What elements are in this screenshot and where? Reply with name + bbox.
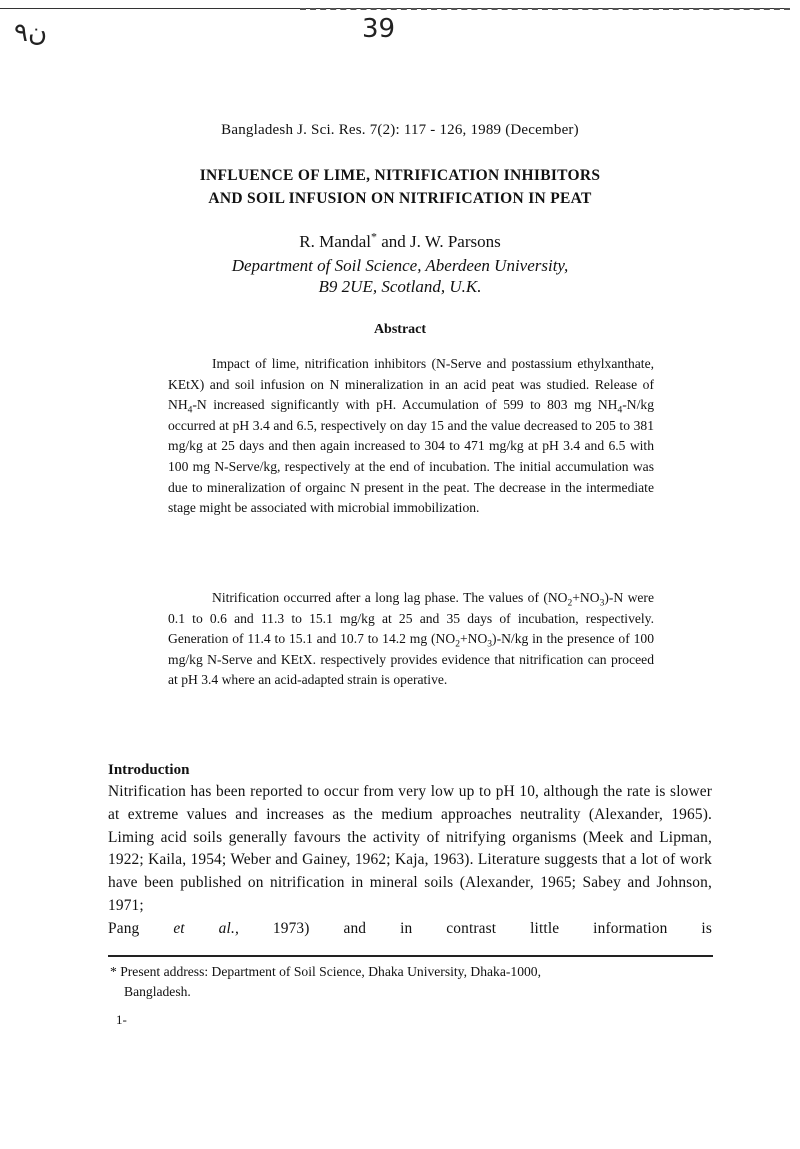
abstract-p2-sub-3: 2: [455, 639, 460, 650]
footnote-rule: [108, 955, 713, 957]
abstract-p2-sub-4: 3: [487, 639, 493, 650]
title-line-1: INFLUENCE OF LIME, NITRIFICATION INHIBITORS: [199, 167, 601, 184]
abstract-p2-sub-2: 3: [599, 598, 605, 609]
author-footnote-star: *: [371, 229, 377, 244]
abstract-p1-text-b: -N increased significantly with pH. Accumulation of 599 to 803 mg NH: [192, 397, 618, 413]
introduction-text: Nitrification has been reported to occur from very low up to pH 10, although the rate is slower at extreme values and increases as the medium approaches neutrality (Alexander, 1965). Liming acid soils generally favours the activity of nitrifying organisms (Meek and Lipman, 1922; Kaila, 1954; Weber and Gainey, 1962; Kaja, 1963). Literature suggests that a lot of work have been published on nitrification in mineral soils (Alexander, 1965; Sabey and Johnson, 1971;: [108, 783, 712, 914]
footnote-line-1: * Present address: Department of Soil Science, Dhaka University, Dhaka-1000,: [110, 964, 541, 979]
abstract-p1-sub-1: 4: [187, 405, 193, 416]
abstract-p2-text-b: +NO: [572, 590, 600, 605]
introduction-body: [108, 781, 712, 941]
author-2: and J. W. Parsons: [377, 232, 501, 251]
intro-et-al: et al.,: [173, 919, 239, 937]
top-dashed-rule: [300, 8, 790, 10]
intro-last-a: Pang: [108, 919, 174, 937]
abstract-paragraph-1: [168, 354, 654, 519]
affiliation-line-2: B9 2UE, Scotland, U.K.: [318, 277, 482, 296]
abstract-p1-sub-2: 4: [617, 405, 623, 416]
footnote: [110, 962, 710, 1002]
introduction-heading: Introduction: [108, 762, 190, 778]
abstract-p2-text-a: Nitrification occurred after a long lag phase. The values of (NO: [212, 590, 568, 605]
handwritten-page-number: 39: [362, 14, 396, 44]
abstract-p1-text-c: -N/kg occurred at pH 3.4 and 6.5, respectively on day 15 and the value decreased to 205 to 381 mg/kg at 25 days and then again increased to 304 to 471 mg/kg at pH 3.4 and 6.5 with 100 mg N-Serve/kg, respectively at the end of incubation. The initial accumulation was due to mineralization of orgainc N present in the peat. The decrease in the intermediate stage might be associated with microbial immobilization.: [168, 397, 654, 516]
affiliation-line-1: Department of Soil Science, Aberdeen University,: [231, 256, 569, 275]
footnote-page-ref: 1-: [116, 1012, 127, 1027]
affiliation: [0, 255, 800, 297]
abstract-p1-text-a: Impact of lime, nitrification inhibitors (N-Serve and postassium ethylxanthate, KEtX) and soil infusion on N mineralization in an acid peat was studied. Release of NH: [168, 356, 654, 413]
paper-title: [0, 164, 800, 210]
abstract-p2-text-c: )-N were 0.1 to 0.6 and 11.3 to 15.1 mg/kg at 25 and 35 days of incubation, respectively. Generation of 11.4 to 15.1 and 10.7 to 14.2 mg (NO: [168, 590, 654, 647]
abstract-p2-sub-1: 2: [567, 598, 573, 609]
author-1: R. Mandal: [299, 232, 372, 251]
footnote-line-2: Bangladesh.: [124, 984, 191, 999]
corner-handwritten-mark: ن۹: [14, 18, 48, 48]
intro-last-b: 1973) and in contrast little information is: [238, 919, 712, 937]
introduction-last-line: [108, 918, 712, 941]
author-line: [0, 229, 800, 252]
abstract-paragraph-2: [168, 588, 654, 691]
abstract-p2-text-d: +NO: [459, 631, 488, 647]
title-line-2: AND SOIL INFUSION ON NITRIFICATION IN PEAT: [208, 190, 592, 207]
abstract-heading: Abstract: [373, 322, 427, 337]
abstract-p2-text-e: )-N/kg in the presence of 100 mg/kg N-Serve and KEtX. respectively provides evidence that nitrification can proceed at pH 3.4 where an acid-adapted strain is operative.: [168, 631, 654, 688]
journal-citation: Bangladesh J. Sci. Res. 7(2): 117 - 126, 1989 (December): [221, 122, 579, 138]
